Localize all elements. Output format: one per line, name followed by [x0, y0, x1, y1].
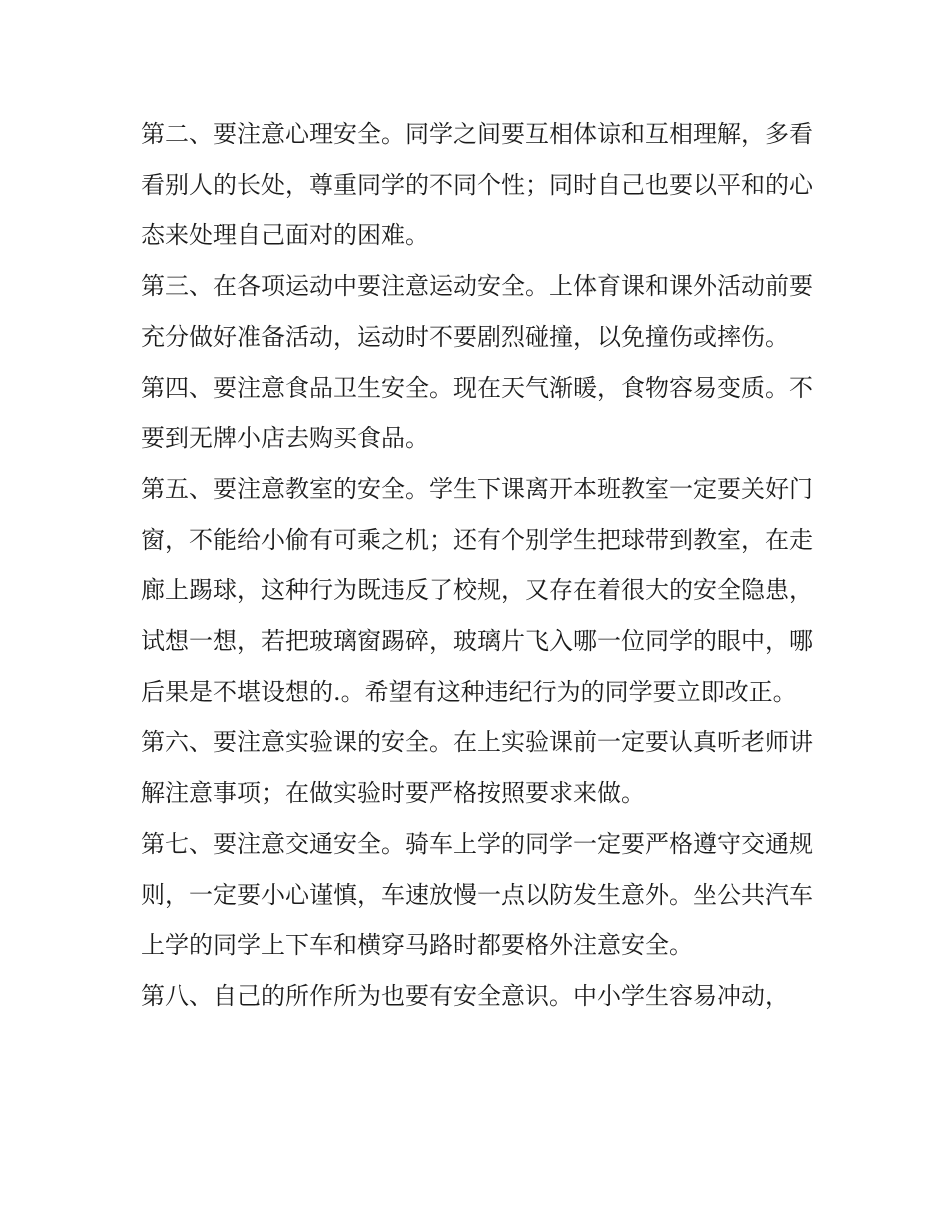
paragraph-food-safety: 第四、要注意食品卫生安全。现在天气渐暖，食物容易变质。不要到无牌小店去购买食品。: [141, 373, 813, 453]
paragraph-behavior-safety: 第八、自己的所作所为也要有安全意识。中小学生容易冲动，: [141, 981, 789, 1010]
paragraph-sports-safety: 第三、在各项运动中要注意运动安全。上体育课和课外活动前要充分做好准备活动，运动时不要剧烈碰撞，以免撞伤或摔伤。: [141, 272, 813, 351]
paragraph-classroom-safety: 第五、要注意教室的安全。学生下课离开本班教室一定要关好门窗，不能给小偷有可乘之机；还有个别学生把球带到教室，在走廊上踢球，这种行为既违反了校规，又存在着很大的安全隐患，试想一想，若把玻璃窗踢碎，玻璃片飞入哪一位同学的眼中，哪后果是不堪设想的.。希望有这种违纪行为的同学要立即改正。: [141, 474, 813, 706]
paragraph-lab-safety: 第六、要注意实验课的安全。在上实验课前一定要认真听老师讲解注意事项；在做实验时要严格按照要求来做。: [141, 728, 813, 808]
paragraph-traffic-safety: 第七、要注意交通安全。骑车上学的同学一定要严格遵守交通规则，一定要小心谨慎，车速放慢一点以防发生意外。坐公共汽车上学的同学上下车和横穿马路时都要格外注意安全。: [141, 829, 813, 960]
document-body: [141, 109, 813, 1022]
paragraph-psychological-safety: 第二、要注意心理安全。同学之间要互相体谅和互相理解，多看看别人的长处，尊重同学的不同个性；同时自己也要以平和的心态来处理自己面对的困难。: [141, 120, 813, 250]
